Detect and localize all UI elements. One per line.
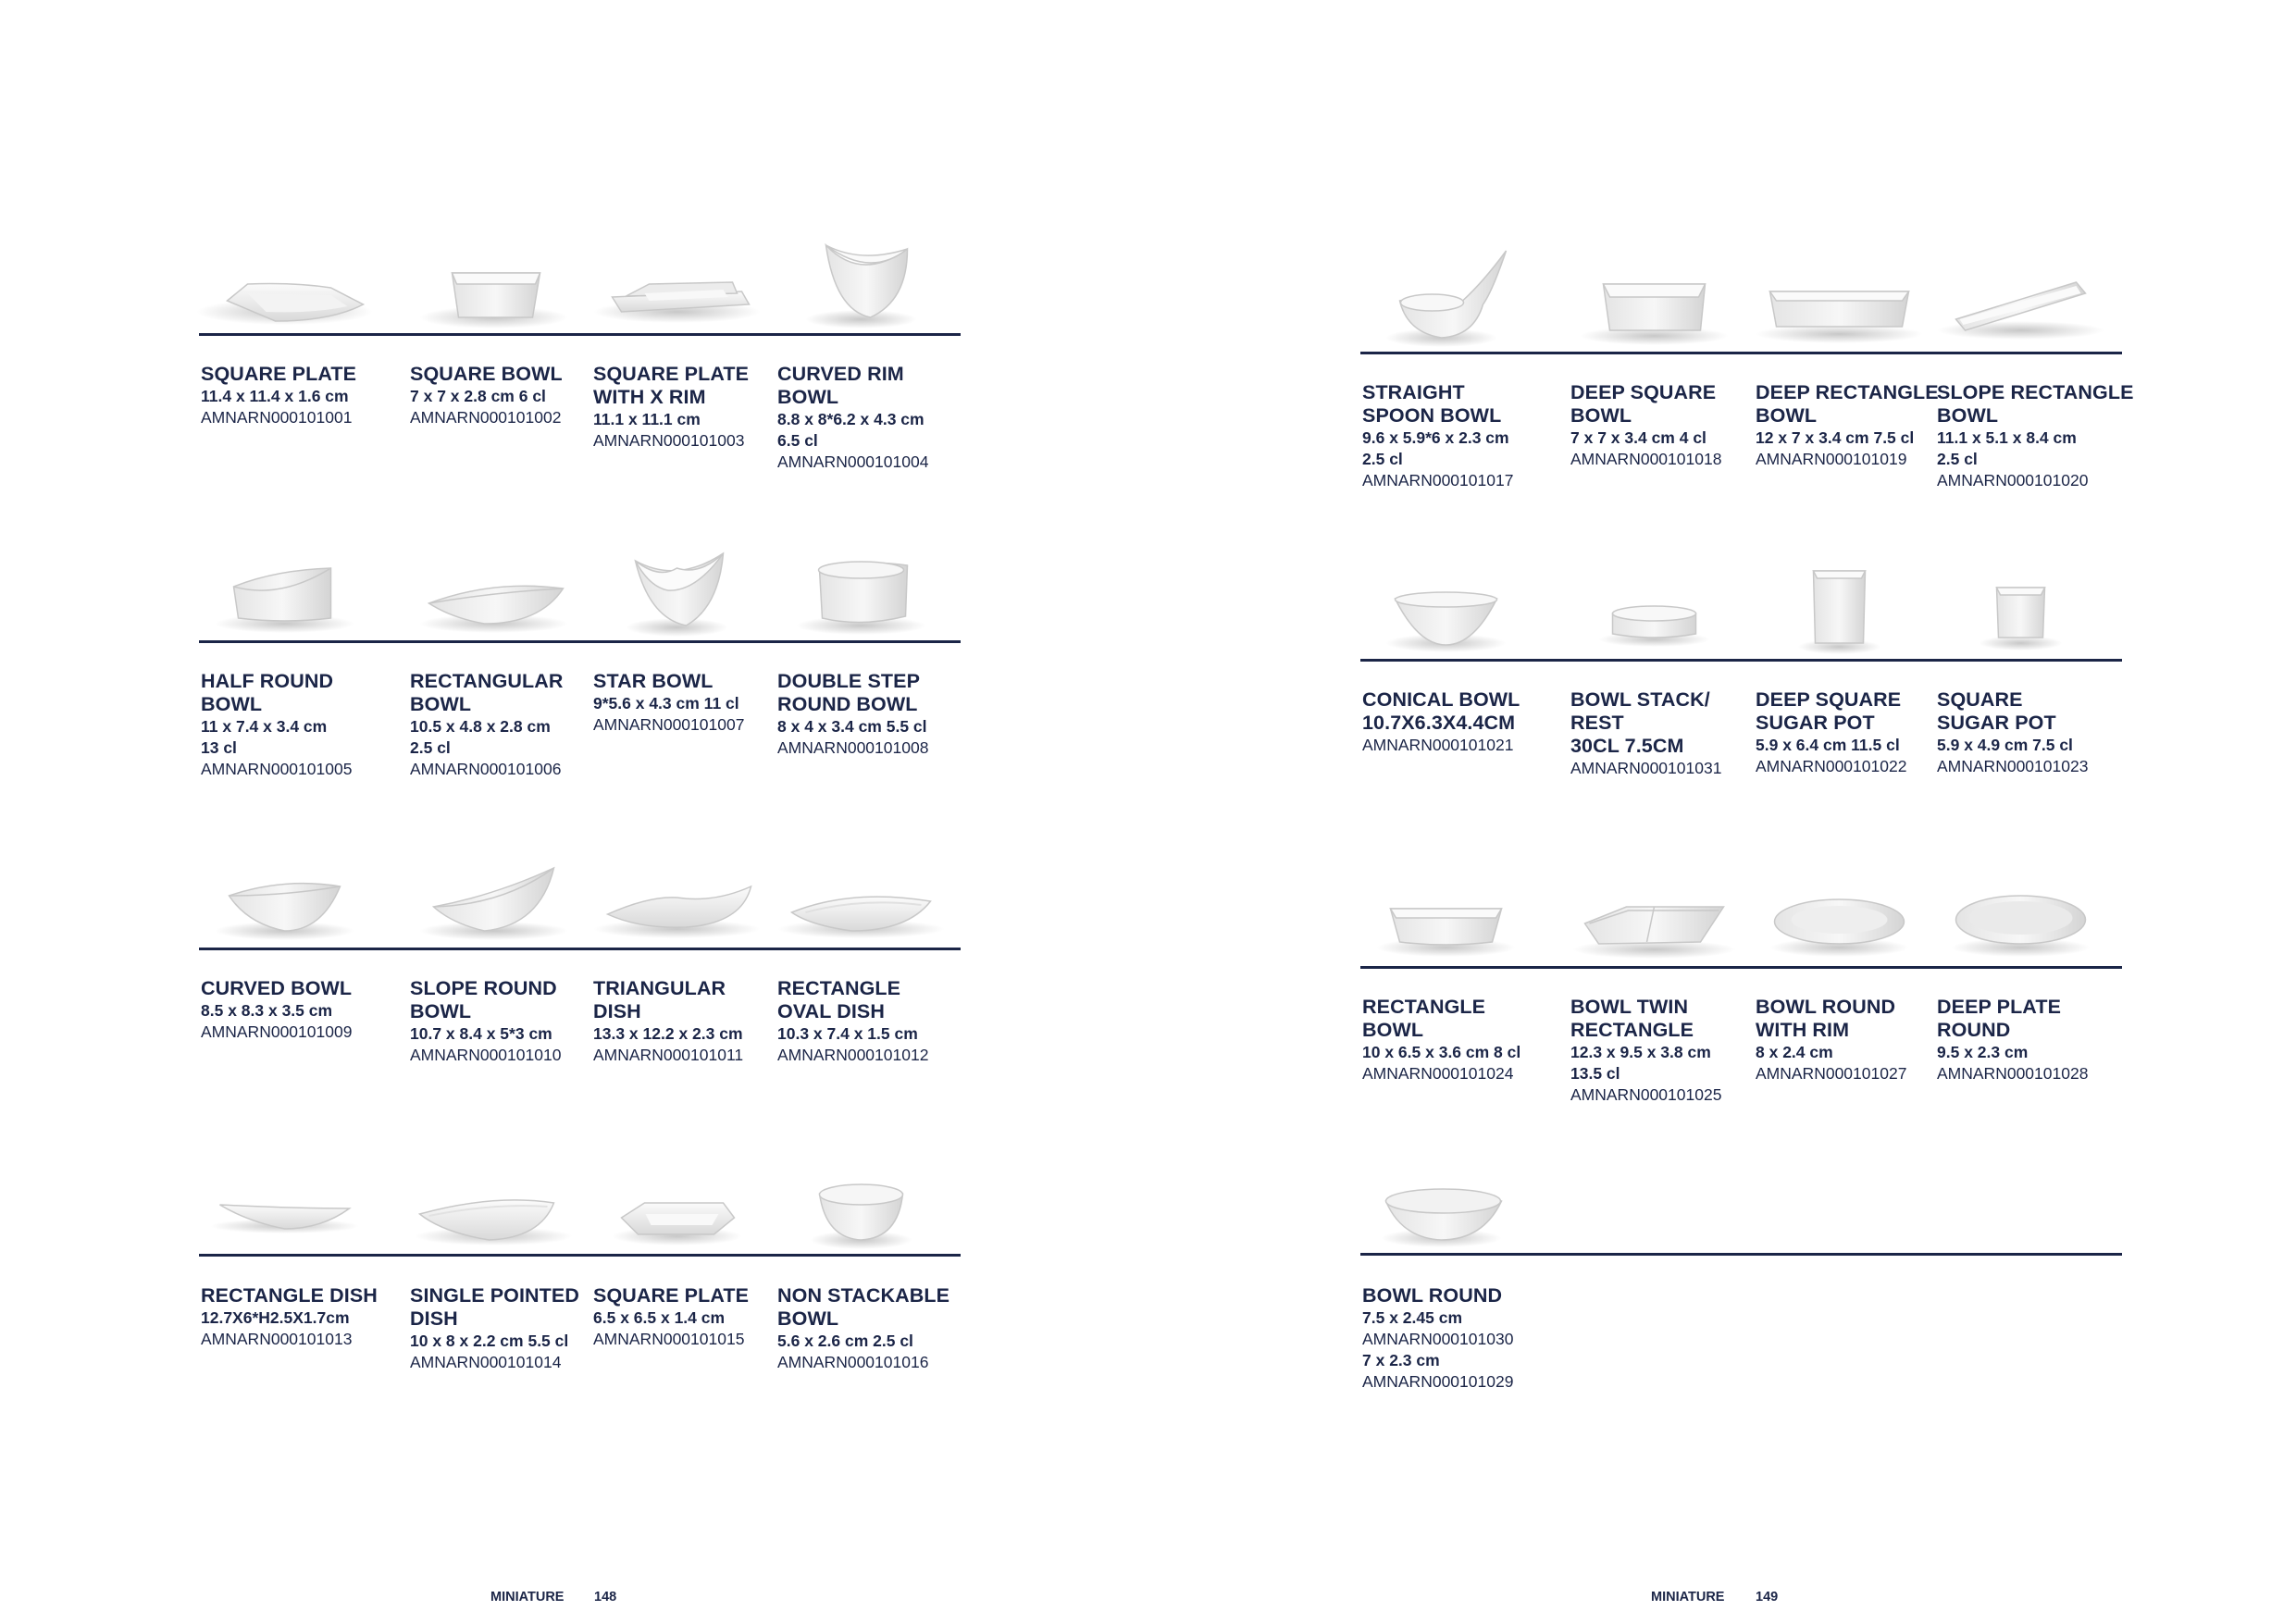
product-dimensions <box>1570 427 1756 449</box>
product-name <box>1570 688 1756 758</box>
non-stackable-bowl-icon <box>766 1129 956 1268</box>
product-entry <box>593 363 778 452</box>
deep-square-sugar-pot-photo <box>1744 534 1934 673</box>
dimension-line: 8.8 x 8*6.2 x 4.3 cm <box>777 410 925 428</box>
dimension-line: 12.3 x 9.5 x 3.8 cm <box>1570 1043 1711 1061</box>
slope-round-bowl-icon <box>399 822 589 960</box>
product-dimensions <box>410 386 595 407</box>
product-entry <box>777 1284 962 1373</box>
dimension-line: 9.5 x 2.3 cm <box>1937 1043 2029 1061</box>
curved-rim-bowl-photo <box>766 208 956 347</box>
product-entry <box>201 363 386 428</box>
row-divider <box>1360 352 2122 354</box>
product-name <box>1937 381 2134 427</box>
product-name <box>410 363 595 386</box>
product-dimensions <box>1570 1042 1756 1084</box>
curved-bowl-icon <box>190 822 379 960</box>
product-name-line: DEEP RECTANGLE <box>1756 381 1939 403</box>
product-entry <box>1570 381 1756 470</box>
product-name-line: BOWL <box>1756 404 1818 427</box>
page-149 <box>1148 0 2296 1623</box>
product-name <box>410 977 595 1023</box>
product-code: AMNARN000101031 <box>1570 759 1722 777</box>
page-number: 148 <box>594 1590 617 1604</box>
product-name-line: SQUARE PLATE <box>593 1284 750 1307</box>
product-name-line: STRAIGHT <box>1362 381 1465 403</box>
product-code: AMNARN000101016 <box>777 1353 929 1371</box>
dimension-line: 11.4 x 11.4 x 1.6 cm <box>201 387 349 405</box>
bowl-twin-rectangle-icon <box>1559 840 1749 979</box>
product-name-line: SUGAR POT <box>1937 712 2056 734</box>
product-dimensions <box>777 1331 962 1352</box>
product-entry <box>777 670 962 759</box>
product-entry <box>410 977 595 1066</box>
product-name-line: DEEP SQUARE <box>1756 688 1902 711</box>
product-name <box>201 977 386 1000</box>
curved-rim-bowl-icon <box>766 208 956 347</box>
product-name-line: BOWL <box>201 693 263 715</box>
slope-rectangle-bowl-photo <box>1926 227 2116 365</box>
product-entry <box>201 670 386 780</box>
product-name-line: SLOPE ROUND <box>410 977 557 999</box>
product-name-line: NON STACKABLE <box>777 1284 950 1307</box>
product-name <box>1362 688 1547 735</box>
single-pointed-dish-photo <box>399 1129 589 1268</box>
row-divider <box>199 948 961 950</box>
rectangle-dish-photo <box>190 1129 379 1268</box>
product-name-line: 30CL 7.5CM <box>1570 735 1684 757</box>
dimension-line: 7 x 7 x 3.4 cm 4 cl <box>1570 428 1706 447</box>
dimension-line: 2.5 cl <box>1362 450 1403 468</box>
product-dimensions <box>410 1331 595 1352</box>
bowl-round-icon <box>1351 1131 1541 1270</box>
dimension-line: 7.5 x 2.45 cm <box>1362 1308 1462 1327</box>
dimension-line: 11.1 x 5.1 x 8.4 cm <box>1937 428 2077 447</box>
product-code: AMNARN000101003 <box>593 431 745 450</box>
product-code: AMNARN000101010 <box>410 1046 562 1064</box>
single-pointed-dish-icon <box>399 1129 589 1268</box>
bowl-round-rim-icon <box>1744 840 1934 979</box>
product-name <box>201 1284 386 1307</box>
square-bowl-icon <box>399 208 589 347</box>
product-dimensions <box>777 409 962 452</box>
dimension-line: 6.5 cl <box>777 431 818 450</box>
product-name <box>593 670 778 693</box>
dimension-line: 8 x 2.4 cm <box>1756 1043 1833 1061</box>
bowl-round-rim-photo <box>1744 840 1934 979</box>
product-code: AMNARN000101013 <box>201 1330 353 1348</box>
product-code: AMNARN000101024 <box>1362 1064 1514 1083</box>
product-dimensions <box>1362 1042 1547 1063</box>
product-dimensions-alt <box>1362 1350 1547 1371</box>
product-name-line: SPOON BOWL <box>1362 404 1502 427</box>
deep-square-bowl-icon <box>1559 227 1749 365</box>
dimension-line: 11.1 x 11.1 cm <box>593 410 701 428</box>
product-entry <box>593 977 778 1066</box>
product-entry <box>1756 996 1941 1084</box>
product-dimensions <box>201 716 386 759</box>
dimension-line: 2.5 cl <box>410 738 451 757</box>
product-code: AMNARN000101019 <box>1756 450 1907 468</box>
half-round-bowl-photo <box>190 514 379 653</box>
product-name-line: BOWL <box>1937 404 1999 427</box>
product-name-line: DISH <box>410 1307 458 1330</box>
product-name <box>1362 381 1547 427</box>
product-name-line: ROUND BOWL <box>777 693 918 715</box>
conical-bowl-photo <box>1351 534 1541 673</box>
dimension-line: 10 x 6.5 x 3.6 cm 8 cl <box>1362 1043 1521 1061</box>
row-divider <box>199 640 961 643</box>
product-name <box>1756 381 1941 427</box>
product-dimensions <box>201 1307 386 1329</box>
section-label: MINIATURE <box>490 1590 565 1604</box>
product-code: AMNARN000101021 <box>1362 736 1514 754</box>
product-name-line: BOWL <box>1570 404 1632 427</box>
product-name-line: SQUARE BOWL <box>410 363 563 385</box>
product-name <box>1937 688 2122 735</box>
dimension-line: 10 x 8 x 2.2 cm 5.5 cl <box>410 1332 569 1350</box>
product-code: AMNARN000101028 <box>1937 1064 2089 1083</box>
product-name <box>593 977 778 1023</box>
product-name-line: BOWL ROUND <box>1362 1284 1503 1307</box>
product-code: AMNARN000101018 <box>1570 450 1722 468</box>
row-divider <box>199 333 961 336</box>
product-code: AMNARN000101022 <box>1756 757 1907 775</box>
deep-square-bowl-photo <box>1559 227 1749 365</box>
small-square-plate-icon <box>582 1129 772 1268</box>
deep-plate-round-photo <box>1926 840 2116 979</box>
product-entry <box>1362 996 1547 1084</box>
star-bowl-photo <box>582 514 772 653</box>
dimension-line: 10.3 x 7.4 x 1.5 cm <box>777 1024 918 1043</box>
product-code: AMNARN000101008 <box>777 738 929 757</box>
conical-bowl-icon <box>1351 534 1541 673</box>
product-name-line: REST <box>1570 712 1624 734</box>
non-stackable-bowl-photo <box>766 1129 956 1268</box>
star-bowl-icon <box>582 514 772 653</box>
product-name <box>593 1284 778 1307</box>
product-name <box>777 1284 962 1331</box>
bowl-round-photo <box>1351 1131 1541 1270</box>
product-entry <box>410 670 595 780</box>
square-plate-photo <box>190 208 379 347</box>
product-name <box>410 670 595 716</box>
product-name-line: SQUARE <box>1937 688 2023 711</box>
product-name-line: RECTANGULAR <box>410 670 564 692</box>
triangular-dish-photo <box>582 822 772 960</box>
product-name-line: HALF ROUND <box>201 670 334 692</box>
product-code: AMNARN000101017 <box>1362 471 1514 489</box>
dimension-line: 11 x 7.4 x 3.4 cm <box>201 717 328 736</box>
product-name <box>777 363 962 409</box>
product-entry <box>410 363 595 428</box>
product-name-line: DEEP SQUARE <box>1570 381 1717 403</box>
product-entry <box>777 977 962 1066</box>
rectangle-oval-dish-photo <box>766 822 956 960</box>
product-name-line: 10.7X6.3X4.4CM <box>1362 712 1516 734</box>
product-dimensions <box>593 693 778 714</box>
dimension-line: 13.5 cl <box>1570 1064 1620 1083</box>
product-entry <box>777 363 962 473</box>
dimension-line: 6.5 x 6.5 x 1.4 cm <box>593 1308 726 1327</box>
product-name-line: SUGAR POT <box>1756 712 1875 734</box>
product-dimensions <box>410 716 595 759</box>
product-name <box>1570 381 1756 427</box>
product-entry <box>1570 996 1756 1106</box>
product-dimensions <box>1362 427 1547 470</box>
product-dimensions <box>593 1023 778 1045</box>
product-name <box>1756 688 1941 735</box>
product-dimensions <box>1756 427 1941 449</box>
product-entry <box>593 670 778 736</box>
product-code: AMNARN000101030 <box>1362 1330 1514 1348</box>
product-name-line: SINGLE POINTED <box>410 1284 579 1307</box>
product-code: AMNARN000101011 <box>593 1046 744 1064</box>
product-code: AMNARN000101023 <box>1937 757 2089 775</box>
product-name-line: SLOPE RECTANGLE <box>1937 381 2134 403</box>
product-entry <box>1570 688 1756 779</box>
product-entry <box>1937 996 2122 1084</box>
product-entry <box>1362 688 1547 756</box>
product-name-line: BOWL <box>1362 1019 1424 1041</box>
product-entry <box>201 977 386 1043</box>
deep-rectangle-bowl-icon <box>1744 227 1934 365</box>
square-sugar-pot-photo <box>1926 534 2116 673</box>
product-name-line: TRIANGULAR <box>593 977 726 999</box>
product-name-line: CURVED BOWL <box>201 977 353 999</box>
product-entry <box>593 1284 778 1350</box>
product-code: AMNARN000101001 <box>201 408 353 427</box>
small-square-plate-photo <box>582 1129 772 1268</box>
dimension-line: 2.5 cl <box>1937 450 1978 468</box>
dimension-line: 7 x 7 x 2.8 cm 6 cl <box>410 387 546 405</box>
product-name-line: SQUARE PLATE <box>593 363 750 385</box>
product-dimensions <box>201 1000 386 1022</box>
product-name-line: CONICAL BOWL <box>1362 688 1520 711</box>
deep-plate-round-icon <box>1926 840 2116 979</box>
product-dimensions <box>593 409 778 430</box>
double-step-round-bowl-photo <box>766 514 956 653</box>
product-name <box>1756 996 1941 1042</box>
deep-square-sugar-pot-icon <box>1744 534 1934 673</box>
product-code: AMNARN000101005 <box>201 760 353 778</box>
product-name <box>593 363 778 409</box>
product-name-line: BOWL ROUND <box>1756 996 1896 1018</box>
dimension-line: 5.6 x 2.6 cm 2.5 cl <box>777 1332 913 1350</box>
rectangle-bowl-icon <box>1351 840 1541 979</box>
dimension-line: 7 x 2.3 cm <box>1362 1351 1440 1369</box>
product-name <box>410 1284 595 1331</box>
product-name-line: STAR BOWL <box>593 670 714 692</box>
square-plate-x-rim-photo <box>582 208 772 347</box>
product-code: AMNARN000101025 <box>1570 1085 1722 1104</box>
row-divider <box>1360 1253 2122 1256</box>
product-code: AMNARN000101014 <box>410 1353 562 1371</box>
double-step-round-bowl-icon <box>766 514 956 653</box>
product-dimensions <box>1756 1042 1941 1063</box>
product-entry <box>1937 688 2122 777</box>
bowl-twin-rectangle-photo <box>1559 840 1749 979</box>
product-name <box>1570 996 1756 1042</box>
product-name-line: DOUBLE STEP <box>777 670 921 692</box>
slope-rectangle-bowl-icon <box>1926 227 2116 365</box>
product-entry <box>1362 1284 1547 1393</box>
dimension-line: 8.5 x 8.3 x 3.5 cm <box>201 1001 333 1020</box>
product-dimensions <box>593 1307 778 1329</box>
rectangle-oval-dish-icon <box>766 822 956 960</box>
product-entry <box>1756 381 1941 470</box>
product-name-line: BOWL STACK/ <box>1570 688 1710 711</box>
product-dimensions <box>1362 1307 1547 1329</box>
product-entry <box>201 1284 386 1350</box>
product-name-line: RECTANGLE <box>1570 1019 1694 1041</box>
page-number: 149 <box>1756 1590 1779 1604</box>
product-name-line: SQUARE PLATE <box>201 363 357 385</box>
product-name-line: DEEP PLATE <box>1937 996 2062 1018</box>
product-code: AMNARN000101004 <box>777 452 929 471</box>
product-name-line: WITH RIM <box>1756 1019 1850 1041</box>
product-entry <box>1756 688 1941 777</box>
product-name <box>1362 1284 1547 1307</box>
product-entry <box>410 1284 595 1373</box>
row-divider <box>1360 659 2122 662</box>
dimension-line: 10.5 x 4.8 x 2.8 cm <box>410 717 551 736</box>
half-round-bowl-icon <box>190 514 379 653</box>
dimension-line: 5.9 x 4.9 cm 7.5 cl <box>1937 736 2073 754</box>
dimension-line: 9*5.6 x 4.3 cm 11 cl <box>593 694 739 712</box>
dimension-line: 12.7X6*H2.5X1.7cm <box>201 1308 350 1327</box>
rectangle-bowl-photo <box>1351 840 1541 979</box>
product-dimensions <box>1937 735 2122 756</box>
product-name-line: BOWL TWIN <box>1570 996 1689 1018</box>
product-dimensions <box>1937 427 2122 470</box>
dimension-line: 8 x 4 x 3.4 cm 5.5 cl <box>777 717 927 736</box>
product-name-line: DISH <box>593 1000 641 1022</box>
product-name <box>201 363 386 386</box>
dimension-line: 13 cl <box>201 738 237 757</box>
dimension-line: 12 x 7 x 3.4 cm 7.5 cl <box>1756 428 1915 447</box>
product-code: AMNARN000101012 <box>777 1046 929 1064</box>
square-plate-icon <box>190 208 379 347</box>
product-code: AMNARN000101002 <box>410 408 562 427</box>
product-name <box>1362 996 1547 1042</box>
product-dimensions <box>777 716 962 737</box>
product-name-line: BOWL <box>410 693 472 715</box>
slope-round-bowl-photo <box>399 822 589 960</box>
product-dimensions <box>1937 1042 2122 1063</box>
dimension-line: 10.7 x 8.4 x 5*3 cm <box>410 1024 552 1043</box>
product-name-line: RECTANGLE DISH <box>201 1284 378 1307</box>
product-code: AMNARN000101027 <box>1756 1064 1907 1083</box>
spoon-bowl-photo <box>1351 227 1541 365</box>
product-name-line: WITH X RIM <box>593 386 706 408</box>
square-sugar-pot-icon <box>1926 534 2116 673</box>
bowl-stack-rest-photo <box>1559 534 1749 673</box>
section-label: MINIATURE <box>1651 1590 1725 1604</box>
rectangular-bowl-photo <box>399 514 589 653</box>
product-name-line: RECTANGLE <box>1362 996 1486 1018</box>
row-divider <box>1360 966 2122 969</box>
product-code: AMNARN000101020 <box>1937 471 2089 489</box>
product-name <box>201 670 386 716</box>
product-name-line: BOWL <box>777 386 839 408</box>
product-name-line: ROUND <box>1937 1019 2011 1041</box>
product-name-line: BOWL <box>410 1000 472 1022</box>
product-name-line: BOWL <box>777 1307 839 1330</box>
spoon-bowl-icon <box>1351 227 1541 365</box>
product-code: AMNARN000101007 <box>593 715 745 734</box>
product-code-alt: AMNARN000101029 <box>1362 1372 1514 1391</box>
product-entry <box>1362 381 1547 491</box>
dimension-line: 13.3 x 12.2 x 2.3 cm <box>593 1024 743 1043</box>
deep-rectangle-bowl-photo <box>1744 227 1934 365</box>
product-name-line: RECTANGLE <box>777 977 901 999</box>
rectangular-bowl-icon <box>399 514 589 653</box>
row-divider <box>199 1254 961 1257</box>
product-dimensions <box>201 386 386 407</box>
bowl-stack-rest-icon <box>1559 534 1749 673</box>
product-dimensions <box>410 1023 595 1045</box>
dimension-line: 9.6 x 5.9*6 x 2.3 cm <box>1362 428 1509 447</box>
product-name <box>1937 996 2122 1042</box>
product-name-line: CURVED RIM <box>777 363 904 385</box>
product-dimensions <box>777 1023 962 1045</box>
product-code: AMNARN000101006 <box>410 760 562 778</box>
product-name <box>777 670 962 716</box>
product-dimensions <box>1756 735 1941 756</box>
product-code: AMNARN000101009 <box>201 1022 353 1041</box>
product-entry <box>1937 381 2134 491</box>
square-plate-x-rim-icon <box>582 208 772 347</box>
product-name <box>777 977 962 1023</box>
dimension-line: 5.9 x 6.4 cm 11.5 cl <box>1756 736 1900 754</box>
triangular-dish-icon <box>582 822 772 960</box>
product-name-line: OVAL DISH <box>777 1000 885 1022</box>
curved-bowl-photo <box>190 822 379 960</box>
square-bowl-photo <box>399 208 589 347</box>
rectangle-dish-icon <box>190 1129 379 1268</box>
product-code: AMNARN000101015 <box>593 1330 745 1348</box>
